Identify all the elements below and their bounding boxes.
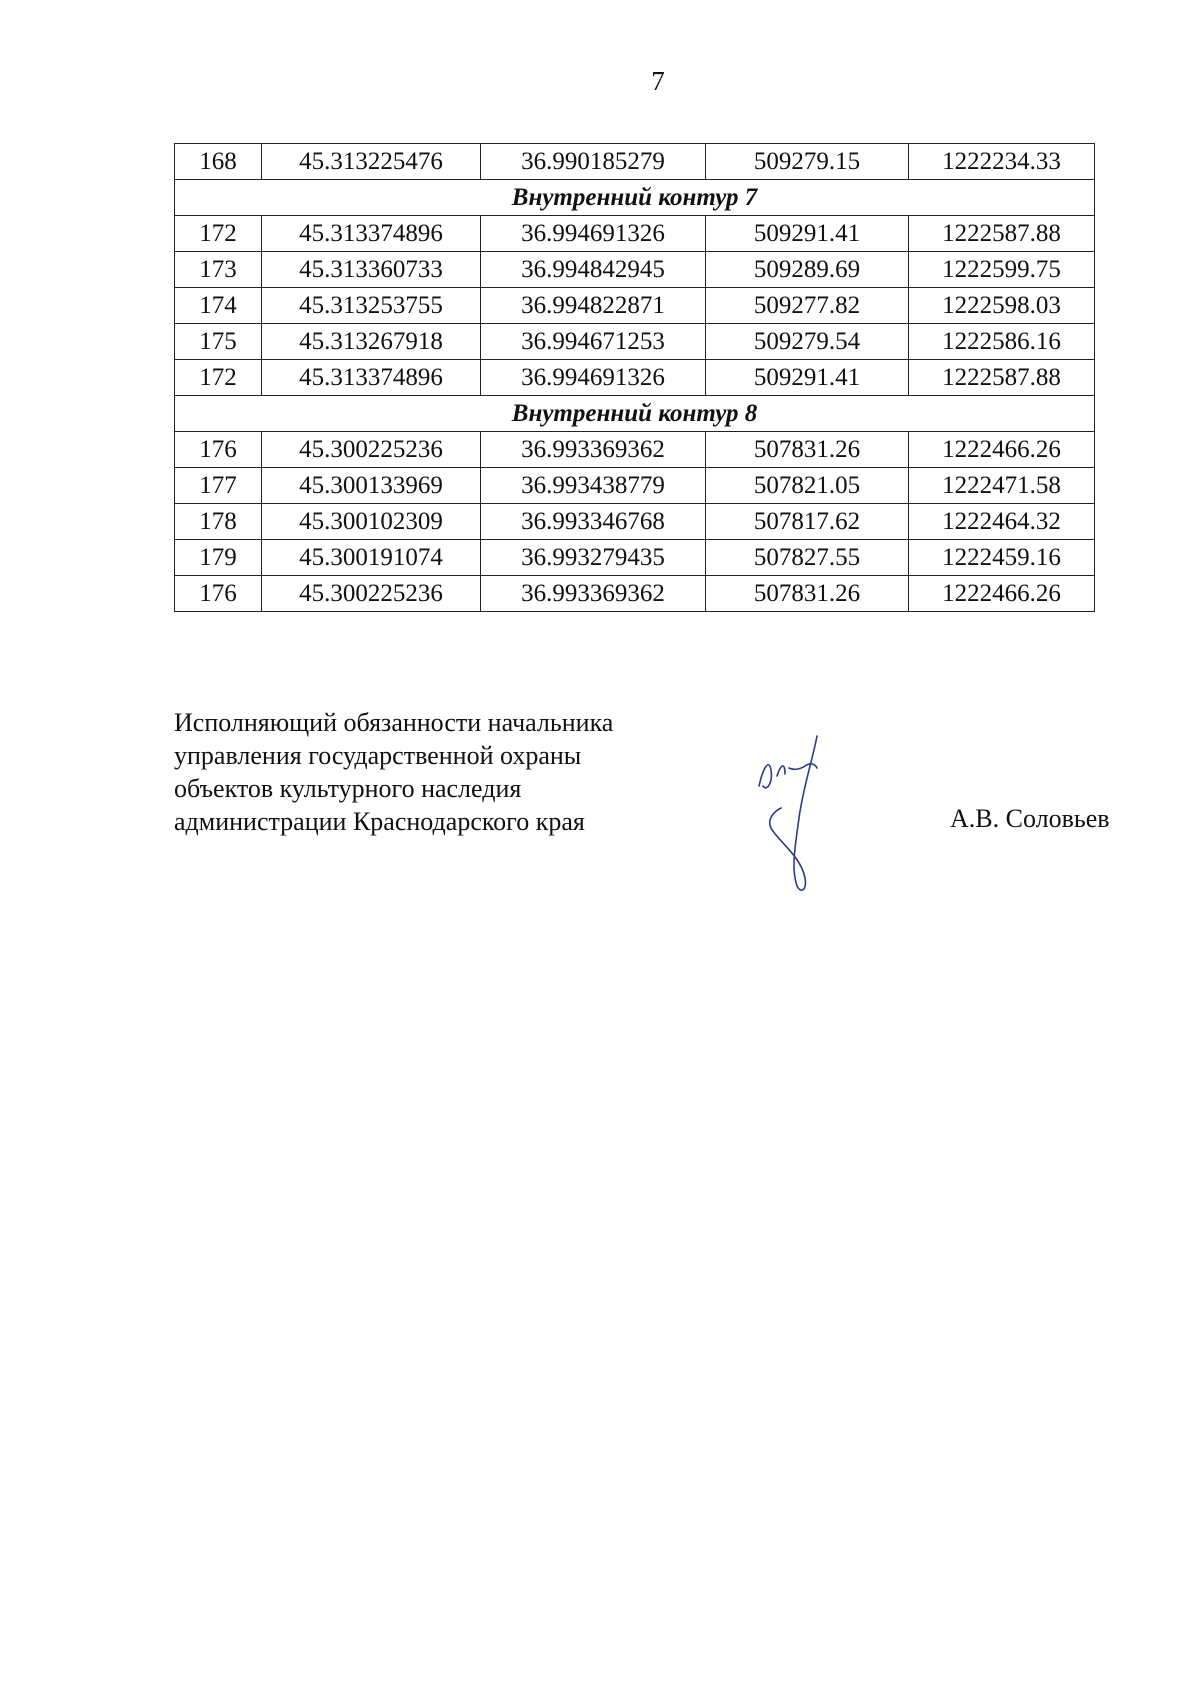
table-cell: 36.993346768 [481, 504, 706, 540]
page-number: 7 [651, 66, 665, 96]
table-cell: 1222466.26 [909, 576, 1095, 612]
table-cell: 1222464.32 [909, 504, 1095, 540]
table-cell: 509291.41 [706, 360, 909, 396]
table-row [175, 324, 1095, 360]
table-row [175, 288, 1095, 324]
table-row [175, 504, 1095, 540]
signatory-position-line: администрации Краснодарского края [174, 807, 585, 836]
table-cell: 45.300225236 [262, 576, 481, 612]
signatory-position-line: управления государственной охраны [174, 741, 582, 770]
table-cell: 179 [175, 540, 262, 576]
table-cell: 507821.05 [706, 468, 909, 504]
table-cell: 176 [175, 576, 262, 612]
table-cell: 36.994691326 [481, 360, 706, 396]
table-cell: 1222471.58 [909, 468, 1095, 504]
signer-name: А.В. Соловьев [950, 804, 1110, 833]
table-row [175, 576, 1095, 612]
table-cell: 1222459.16 [909, 540, 1095, 576]
table-cell: 45.300191074 [262, 540, 481, 576]
table-cell: 36.993369362 [481, 576, 706, 612]
table-cell: 36.993369362 [481, 432, 706, 468]
table-cell: 173 [175, 252, 262, 288]
table-row [175, 540, 1095, 576]
table-cell: 45.313360733 [262, 252, 481, 288]
table-cell: 175 [175, 324, 262, 360]
table-cell: 507827.55 [706, 540, 909, 576]
table-cell: 509291.41 [706, 216, 909, 252]
section-title: Внутренний контур 8 [175, 396, 1095, 432]
table-cell: 45.313374896 [262, 216, 481, 252]
table-cell: 509289.69 [706, 252, 909, 288]
signatory-position [174, 706, 613, 838]
signatory-position-line: Исполняющий обязанности начальника [174, 708, 614, 737]
table-cell: 509277.82 [706, 288, 909, 324]
section-header-row [175, 180, 1095, 216]
table-cell: 45.313374896 [262, 360, 481, 396]
table-cell: 178 [175, 504, 262, 540]
table-cell: 45.300133969 [262, 468, 481, 504]
section-header-row [175, 396, 1095, 432]
table-cell: 36.994842945 [481, 252, 706, 288]
table-row [175, 432, 1095, 468]
table-row [175, 468, 1095, 504]
table-row [175, 144, 1095, 180]
table-cell: 1222599.75 [909, 252, 1095, 288]
table-cell: 507831.26 [706, 576, 909, 612]
table-cell: 1222587.88 [909, 216, 1095, 252]
table-cell: 1222587.88 [909, 360, 1095, 396]
table-cell: 36.994822871 [481, 288, 706, 324]
table-cell: 1222234.33 [909, 144, 1095, 180]
table-cell: 36.994671253 [481, 324, 706, 360]
table-cell: 507831.26 [706, 432, 909, 468]
table-row [175, 216, 1095, 252]
table-cell: 172 [175, 216, 262, 252]
handwritten-signature [755, 728, 845, 898]
table-cell: 45.300102309 [262, 504, 481, 540]
table-cell: 36.993438779 [481, 468, 706, 504]
table-cell: 1222598.03 [909, 288, 1095, 324]
table-cell: 177 [175, 468, 262, 504]
table-cell: 172 [175, 360, 262, 396]
table-cell: 174 [175, 288, 262, 324]
coordinates-table-body [175, 144, 1095, 612]
table-cell: 507817.62 [706, 504, 909, 540]
table-cell: 1222586.16 [909, 324, 1095, 360]
table-cell: 168 [175, 144, 262, 180]
section-title: Внутренний контур 7 [175, 180, 1095, 216]
table-cell: 45.313225476 [262, 144, 481, 180]
table-cell: 1222466.26 [909, 432, 1095, 468]
table-cell: 36.994691326 [481, 216, 706, 252]
table-cell: 36.990185279 [481, 144, 706, 180]
coordinates-table [174, 143, 1095, 612]
table-cell: 45.313267918 [262, 324, 481, 360]
table-cell: 36.993279435 [481, 540, 706, 576]
table-cell: 509279.54 [706, 324, 909, 360]
table-row [175, 252, 1095, 288]
table-cell: 45.313253755 [262, 288, 481, 324]
table-cell: 509279.15 [706, 144, 909, 180]
table-row [175, 360, 1095, 396]
table-cell: 176 [175, 432, 262, 468]
table-cell: 45.300225236 [262, 432, 481, 468]
signatory-position-line: объектов культурного наследия [174, 774, 522, 803]
